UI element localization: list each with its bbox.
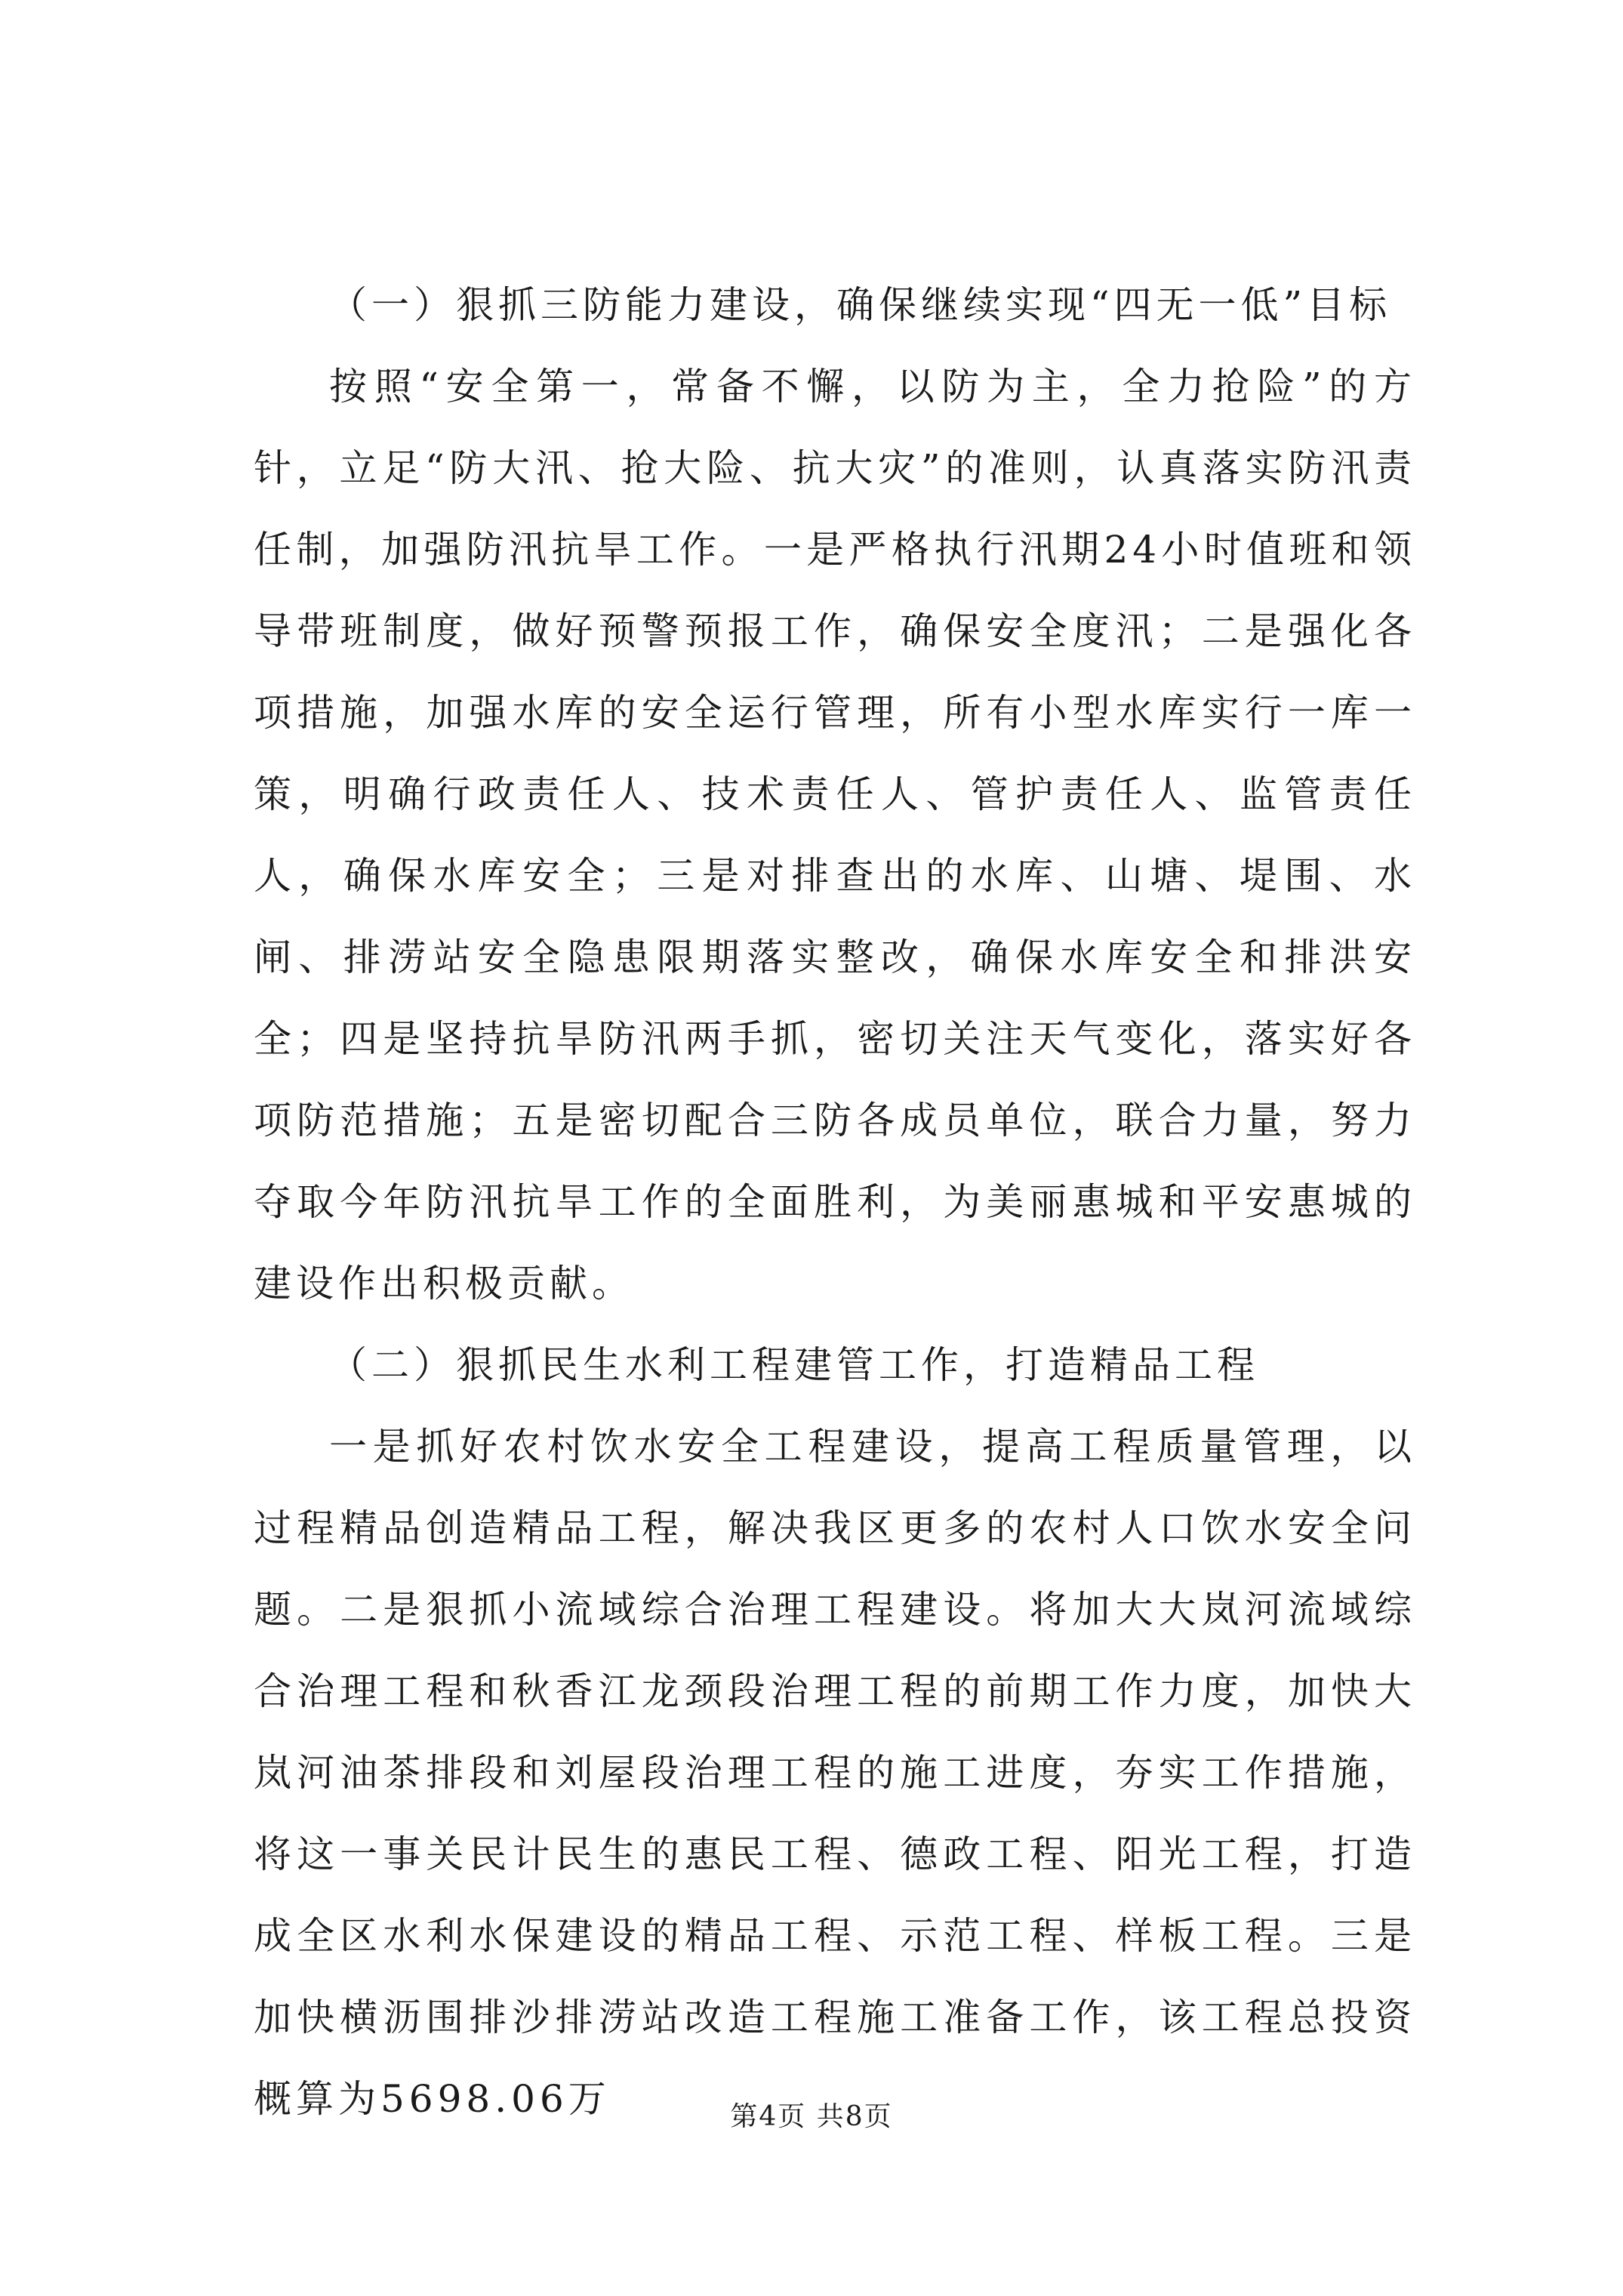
page-number-footer: 第4页 共8页 — [730, 2101, 893, 2132]
section-1-paragraph: 按照“安全第一，常备不懈，以防为主，全力抢险”的方针，立足“防大汛、抢大险、抗大灾”的准则，认真落实防汛责任制，加强防汛抗旱工作。一是严格执行汛期24小时值班和领导带班制度，做好预警预报工作，确保安全度汛；二是强化各项措施，加强水库的安全运行管理，所有小型水库实行一库一策，明确行政责任人、技术责任人、管护责任人、监管责任人，确保水库安全；三是对排查出的水库、山塘、堤围、水闸、排涝站安全隐患限期落实整改，确保水库安全和排洪安全；四是坚持抗旱防汛两手抓，密切关注天气变化，落实好各项防范措施；五是密切配合三防各成员单位，联合力量，努力夺取今年防汛抗旱工作的全面胜利，为美丽惠城和平安惠城的建设作出积极贡献。 — [254, 365, 1416, 1305]
section-2-paragraph: 一是抓好农村饮水安全工程建设，提高工程质量管理，以过程精品创造精品工程，解决我区更多的农村人口饮水安全问题。二是狠抓小流域综合治理工程建设。将加大大岚河流域综合治理工程和秋香江龙颈段治理工程的前期工作力度，加快大岚河油茶排段和刘屋段治理工程的施工进度，夯实工作措施，将这一事关民计民生的惠民工程、德政工程、阳光工程，打造成全区水利水保建设的精品工程、示范工程、样板工程。三是加快横沥围排沙排涝站改造工程施工准备工作，该工程总投资概算为5698.06万 — [254, 1425, 1416, 2121]
section-1-heading: （一）狠抓三防能力建设，确保继续实现“四无一低”目标 — [329, 283, 1392, 327]
section-2-heading: （二）狠抓民生水利工程建管工作，打造精品工程 — [329, 1343, 1259, 1387]
document-body — [254, 264, 1416, 2140]
